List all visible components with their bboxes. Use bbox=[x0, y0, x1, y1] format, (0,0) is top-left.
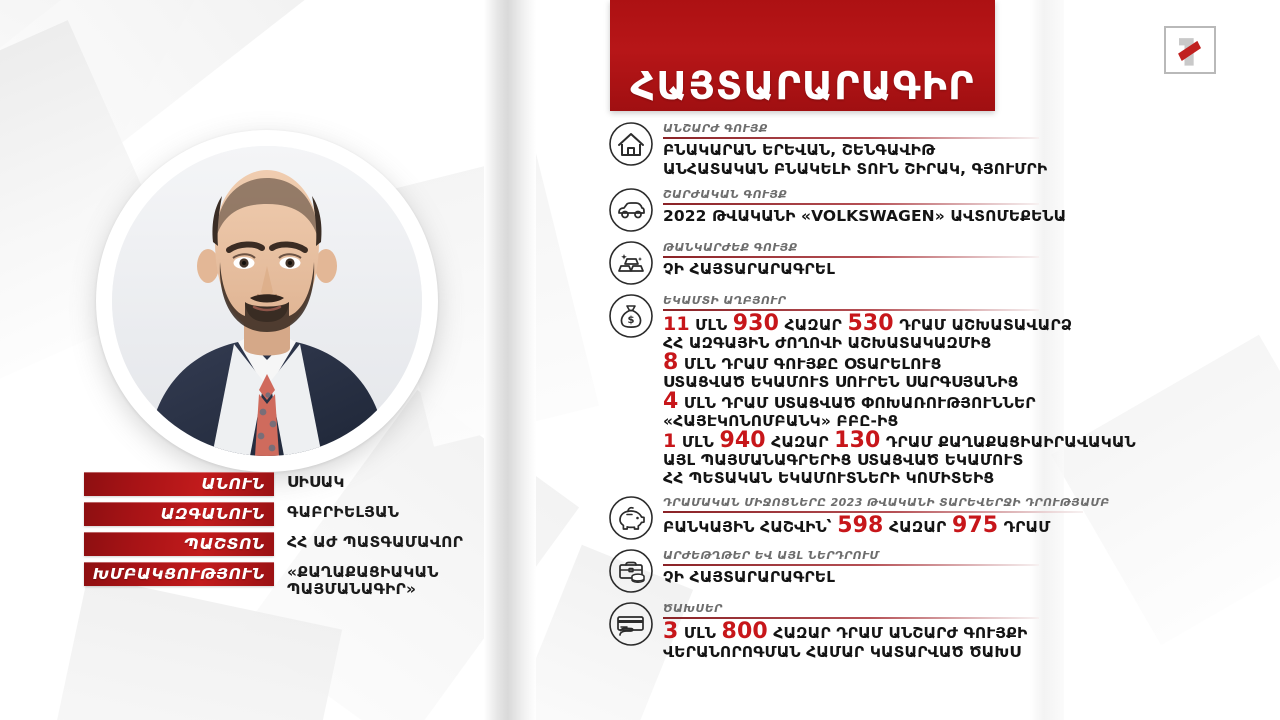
section-line: ԲՆԱԿԱՐԱՆ ԵՐԵՎԱՆ, ՇԵՆԳԱՎԻԹ bbox=[663, 141, 936, 159]
section-lines bbox=[663, 569, 1128, 588]
section-rule bbox=[663, 617, 1039, 619]
section-lines bbox=[663, 618, 1128, 663]
section-line: 2022 ԹՎԱԿԱՆԻ «VOLKSWAGEN» ԱՎՏՈՄԵՔԵՆԱ bbox=[663, 206, 1067, 225]
section-lines bbox=[663, 512, 1128, 538]
gold-bars-icon bbox=[608, 240, 654, 286]
section-line: ՍՏԱՑՎԱԾ ԵԿԱՄՈՒՏ ՍՈՒՐԵՆ ՍԱՐԳՍՅԱՆԻՑ bbox=[663, 372, 1019, 391]
declaration-sections bbox=[608, 119, 1136, 668]
info-value-text: ՀՀ ԱԺ ՊԱՏԳԱՄԱՎՈՐ bbox=[287, 533, 464, 551]
section-rule bbox=[663, 256, 1039, 258]
section-heading: ՇԱՐԺԱԿԱՆ ԳՈՒՅՔ bbox=[663, 187, 788, 201]
section-line: 3 ՄԼՆ 800 ՀԱԶԱՐ ԴՐԱՄ ԱՆՇԱՐԺ ԳՈՒՅՔԻ bbox=[663, 618, 1028, 644]
section-heading: ԵԿԱՄՏԻ ԱՂԲՅՈՒՐ bbox=[663, 293, 787, 307]
section-lines bbox=[663, 208, 1128, 227]
info-label-position bbox=[84, 532, 274, 556]
info-value-text: ԳԱԲՐԻԵԼՅԱՆ bbox=[287, 503, 400, 521]
panel-divider bbox=[484, 0, 536, 720]
info-value-text: ՍԻՍԱԿ bbox=[287, 473, 345, 491]
portrait-photo bbox=[112, 146, 422, 456]
briefcase-coins-icon bbox=[608, 548, 654, 594]
section-line: ՉԻ ՀԱՅՏԱՐԱՐԱԳՐԵԼ bbox=[663, 567, 835, 586]
section-rule bbox=[663, 137, 1039, 139]
section-line: 1 ՄԼՆ 940 ՀԱԶԱՐ 130 ԴՐԱՄ ՔԱՂԱՔԱՑԻԱԻՐԱՎԱԿԱՆ bbox=[663, 427, 1136, 453]
section-heading: ԾԱԽՍԵՐ bbox=[663, 601, 723, 615]
section-heading: ԱՆՇԱՐԺ ԳՈՒՅՔ bbox=[663, 122, 768, 135]
section-line: 11 ՄԼՆ 930 ՀԱԶԱՐ 530 ԴՐԱՄ ԱՇԽԱՏԱՎԱՐՁ bbox=[663, 310, 1073, 336]
info-value-last-name bbox=[274, 502, 399, 521]
portrait bbox=[96, 130, 438, 472]
info-value-text-line2: ՊԱՅՄԱՆԱԳԻՐ» bbox=[287, 580, 417, 599]
section-line: «ՀԱՅԷԿՈՆՈՄԲԱՆԿ» ԲԲԸ-ԻՑ bbox=[663, 411, 899, 430]
section-body bbox=[663, 119, 1128, 180]
section-rule bbox=[663, 203, 1039, 205]
section-body bbox=[663, 291, 1136, 488]
info-label-first-name bbox=[84, 472, 274, 496]
section-lines bbox=[663, 142, 1128, 180]
section-rule bbox=[663, 564, 1039, 566]
piggy-bank-icon bbox=[608, 495, 654, 541]
info-row-last-name bbox=[84, 502, 484, 526]
info-label-last-name bbox=[84, 502, 274, 526]
title-banner bbox=[610, 0, 995, 111]
svg-text:$: $ bbox=[627, 314, 635, 326]
section-line: ԲԱՆԿԱՅԻՆ ՀԱՇՎԻՆ՝ 598 ՀԱԶԱՐ 975 ԴՐԱՄ bbox=[663, 512, 1051, 538]
money-bag-icon bbox=[608, 293, 654, 339]
section-body bbox=[663, 238, 1128, 280]
section-expenses bbox=[608, 599, 1128, 663]
section-heading: ԹԱՆԿԱՐԺԵՔ ԳՈՒՅՔ bbox=[663, 240, 798, 254]
section-real-estate bbox=[608, 119, 1128, 180]
info-row-first-name bbox=[84, 472, 484, 496]
page-title: ՀԱՅՏԱՐԱՐԱԳԻՐ bbox=[630, 64, 975, 108]
house-icon bbox=[608, 121, 654, 167]
info-label-text: ՊԱՇՏՈՆ bbox=[184, 535, 265, 553]
section-line: ՀՀ ԱԶԳԱՅԻՆ ԺՈՂՈՎԻ ԱՇԽԱՏԱԿԱԶՄԻՑ bbox=[663, 333, 992, 352]
car-icon bbox=[608, 187, 654, 233]
section-line: 4 ՄԼՆ ԴՐԱՄ ՍՏԱՑՎԱԾ ՓՈԽԱՌՈՒԹՅՈՒՆՆԵՐ bbox=[663, 388, 1036, 414]
section-body bbox=[663, 493, 1128, 538]
info-row-faction bbox=[84, 562, 484, 599]
section-line: ԱՆՀԱՏԱԿԱՆ ԲՆԱԿԵԼԻ ՏՈՒՆ ՇԻՐԱԿ, ԳՅՈՒՄՐԻ bbox=[663, 159, 1048, 178]
section-valuables bbox=[608, 238, 1128, 286]
section-heading: ԴՐԱՄԱԿԱՆ ՄԻՋՈՑՆԵՐԸ 2023 ԹՎԱԿԱՆԻ ՏԱՐԵՎԵՐՋԻ ԴՐՈՒԹՅԱՄԲ bbox=[663, 495, 1110, 509]
section-body bbox=[663, 185, 1128, 227]
section-lines bbox=[663, 310, 1136, 488]
section-heading: ԱՐԺԵԹՂԹԵՐ ԵՎ ԱՅԼ ՆԵՐԴՐՈՒՄ bbox=[663, 548, 880, 562]
info-label-text: ԽՄԲԱԿՑՈՒԹՅՈՒՆ bbox=[92, 565, 265, 583]
card-hand-icon bbox=[608, 601, 654, 647]
section-line: 8 ՄԼՆ ԴՐԱՄ ԳՈՒՅՔԸ ՕՏԱՐԵԼՈՒՑ bbox=[663, 349, 942, 375]
info-value-position bbox=[274, 532, 463, 551]
section-body bbox=[663, 546, 1128, 588]
info-value-text: «ՔԱՂԱՔԱՑԻԱԿԱՆ bbox=[287, 563, 439, 581]
section-lines bbox=[663, 261, 1128, 280]
section-line: ՀՀ ՊԵՏԱԿԱՆ ԵԿԱՄՈՒՏՆԵՐԻ ԿՈՄԻՏԵԻՑ bbox=[663, 468, 995, 487]
info-value-faction bbox=[274, 562, 439, 599]
person-info-list bbox=[84, 472, 484, 605]
info-label-text: ԱԶԳԱՆՈՒՆ bbox=[160, 505, 265, 523]
section-line: ՉԻ ՀԱՅՏԱՐԱՐԱԳՐԵԼ bbox=[663, 259, 835, 278]
section-income bbox=[608, 291, 1136, 488]
section-movable-property bbox=[608, 185, 1128, 233]
section-line: ԱՅԼ ՊԱՅՄԱՆԱԳՐԵՐԻՑ ՍՏԱՑՎԱԾ ԵԿԱՄՈՒՏ bbox=[663, 450, 1024, 469]
info-label-text: ԱՆՈՒՆ bbox=[201, 475, 265, 493]
info-label-faction bbox=[84, 562, 274, 586]
section-cash bbox=[608, 493, 1128, 541]
section-body bbox=[663, 599, 1128, 663]
info-row-position bbox=[84, 532, 484, 556]
info-value-first-name bbox=[274, 472, 345, 491]
section-line: ՎԵՐԱՆՈՐՈԳՄԱՆ ՀԱՄԱՐ ԿԱՏԱՐՎԱԾ ԾԱԽՍ bbox=[663, 642, 1021, 661]
channel-one-logo bbox=[1164, 26, 1216, 74]
section-securities bbox=[608, 546, 1128, 594]
